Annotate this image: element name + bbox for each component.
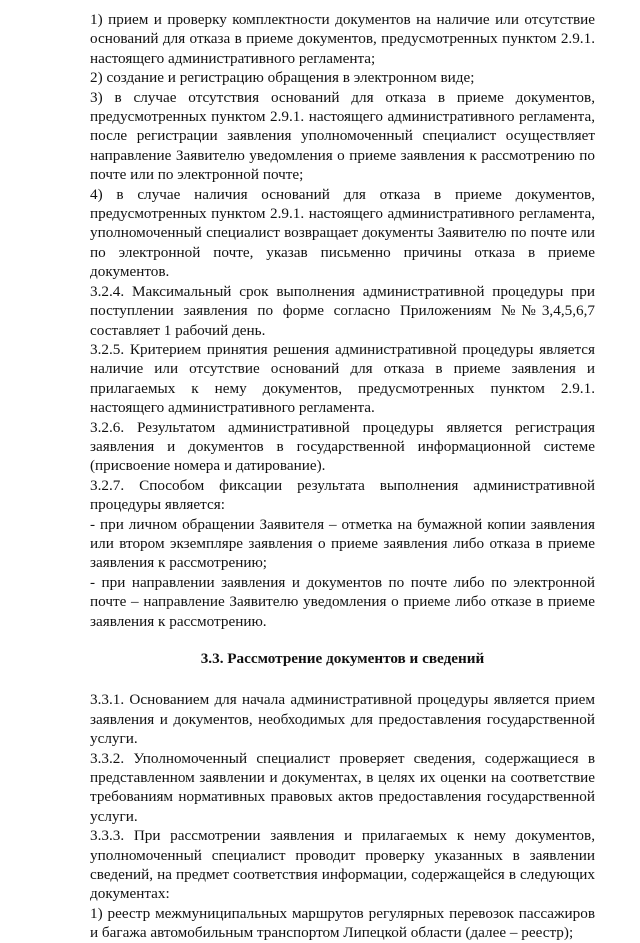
paragraph-3-3-2: 3.3.2. Уполномоченный специалист проверяет сведения, содержащиеся в представленном заявлении и документах, в целях их оценки на соответствие требованиям нормативных правовых актов предоставления государственной услуги. bbox=[90, 749, 595, 825]
document-page bbox=[90, 10, 595, 943]
paragraph-dash-personal: - при личном обращении Заявителя – отметка на бумажной копии заявления или втором экземпляре заявления о приеме заявления либо отказа в приеме заявления к рассмотрению; bbox=[90, 515, 595, 572]
paragraph-dash-mail: - при направлении заявления и документов по почте либо по электронной почте – направление Заявителю уведомления о приеме либо отказе в приеме заявления к рассмотрению. bbox=[90, 573, 595, 630]
paragraph-3-3-3: 3.3.3. При рассмотрении заявления и прилагаемых к нему документов, уполномоченный специалист проводит проверку указанных в заявлении сведений, на предмет соответствия информации, содержащейся в следующих документах: bbox=[90, 827, 595, 903]
paragraph-3-2-4: 3.2.4. Максимальный срок выполнения административной процедуры при поступлении заявления по форме согласно Приложениям №№3,4,5,6,7 составляет 1 рабочий день. bbox=[90, 282, 595, 339]
paragraph-item-2-registration: 2) создание и регистрацию обращения в электронном виде; bbox=[90, 69, 475, 87]
paragraph-3-3-1: 3.3.1. Основанием для начала административной процедуры является прием заявления и документов, необходимых для предоставления государственной услуги. bbox=[90, 691, 595, 748]
paragraph-item-3-no-refusal: 3) в случае отсутствия оснований для отказа в приеме документов, предусмотренных пунктом 2.9.1. настоящего административного регламента, после регистрации заявления уполномоченный специалист осуществляет направление Заявителю уведомления о приеме заявления к рассмотрению по почте или по электронной почте; bbox=[90, 88, 595, 184]
paragraph-item-1-document-check: 1) прием и проверку комплектности документов на наличие или отсутствие оснований для отказа в приеме документов, предусмотренных пунктом 2.9.1. настоящего административного регламента; bbox=[90, 11, 595, 67]
paragraph-3-2-7: 3.2.7. Способом фиксации результата выполнения административной процедуры является: bbox=[90, 476, 595, 514]
paragraph-3-2-5: 3.2.5. Критерием принятия решения административной процедуры является наличие или отсутствие оснований для отказа в приеме заявления и прилагаемых к нему документов, предусмотренных пунктом 2.9.1. настоящего административного регламента. bbox=[90, 340, 595, 417]
paragraph-3-2-6: 3.2.6. Результатом административной процедуры является регистрация заявления и документов в государственной информационной системе (присвоение номера и датирование). bbox=[90, 418, 595, 475]
paragraph-item-4-refusal: 4) в случае наличия оснований для отказа в приеме документов, предусмотренных пунктом 2.9.1. настоящего административного регламента, уполномоченный специалист возвращает документы Заявителю по почте или по электронной почте, указав письменно причины отказа в приеме документов. bbox=[90, 185, 595, 281]
paragraph-registry-item: 1) реестр межмуниципальных маршрутов регулярных перевозок пассажиров и багажа автомобильным транспортом Липецкой области (далее – реестр); bbox=[90, 904, 595, 942]
section-heading: 3.3. Рассмотрение документов и сведений bbox=[200, 650, 485, 667]
